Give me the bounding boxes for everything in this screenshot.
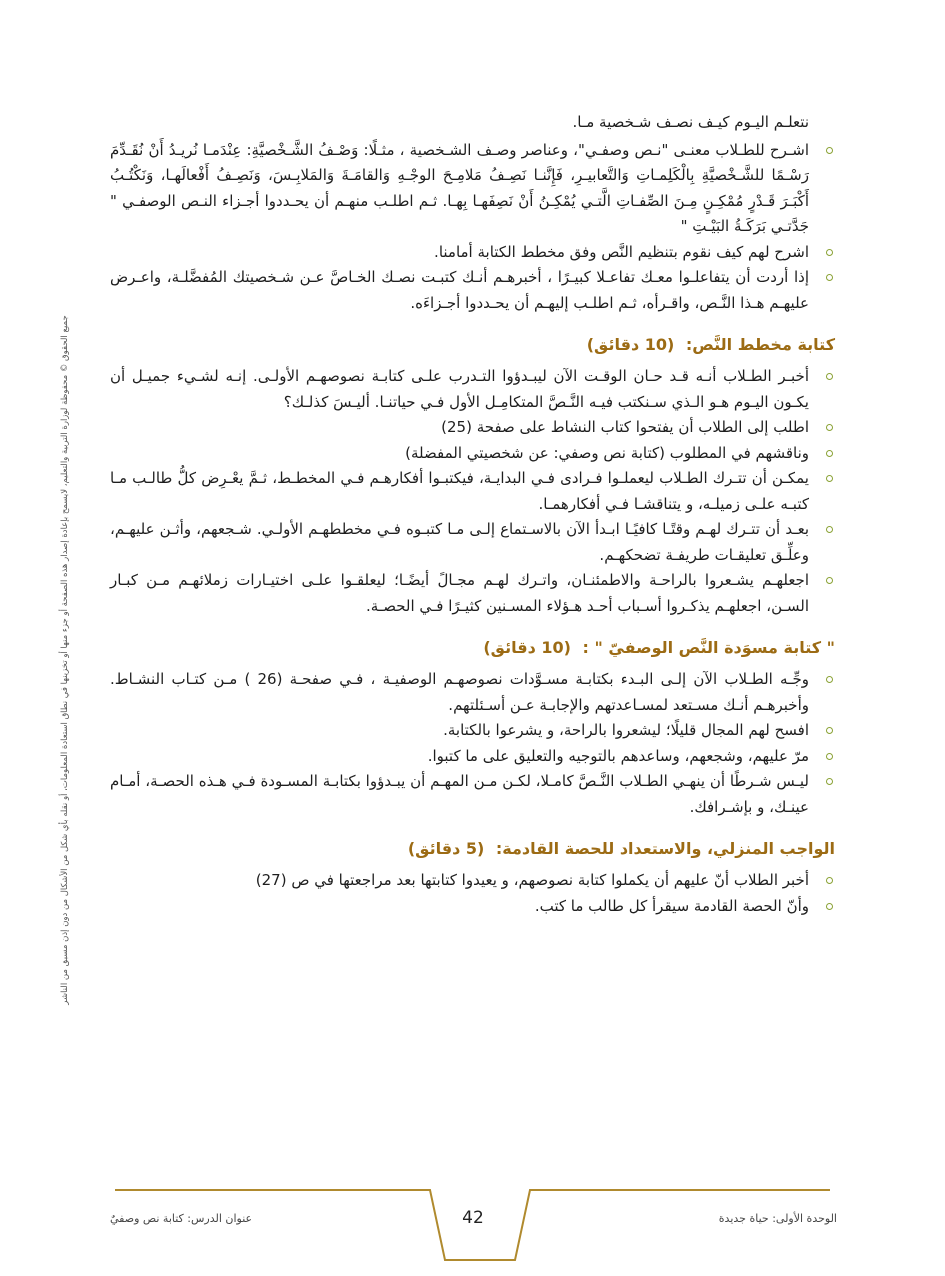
list-item: بعـد أن تتـرك لهـم وقتًـا كافيًـا ابـدأ الآن بالاسـتماع إلـى مـا كتبـوه فـي مخططهـم الأولـي. شـجعهم، وأثـن عليهـم، وعلِّـق تعليقـات طريفـة تضحكهـم. — [110, 517, 835, 568]
bullet-circle-icon — [826, 753, 833, 760]
list-item: وأنّ الحصة القادمة سيقرأ كل طالب ما كتب. — [110, 894, 835, 920]
section2-list — [110, 364, 835, 619]
section1-list — [110, 138, 835, 317]
list-item: أخبـر الطـلاب أنـه قـد حـان الوقـت الآن ليبـدؤوا التـدرب علـى كتابـة نصوصهـم الأولـى. إنـه لشـيء جميـل أن يكـون اليـوم هـو الـذي سـنكتب فيـه النَّـصَّ المتكامِـل الأول فـي حياتنـا. أليـسَ كذلـك؟ — [110, 364, 835, 415]
section-heading-homework — [110, 836, 835, 862]
list-item: أخبر الطلاب أنّ عليهم أن يكملوا كتابة نصوصهم، و يعيدوا كتابتها بعد مراجعتها في ص (27) — [110, 868, 835, 894]
list-item: اطلب إلى الطلاب أن يفتحوا كتاب النشاط على صفحة (25) — [110, 415, 835, 441]
lesson-content — [110, 110, 835, 919]
bullet-circle-icon — [826, 274, 833, 281]
bullet-circle-icon — [826, 676, 833, 683]
list-item: اشـرح للطـلاب معنـى "نـص وصفـي"، وعناصر وصـف الشـخصية ، مثـلًا: وَصْـفُ الشَّـخْصيَّةِ: عِنْدَمـا نُريـدُ أَنْ نُقَـدِّمَ رَسْـمًا للشَّـخْصيَّةِ بِالْكَلِمـاتِ وَالتَّعابيـرِ، فَإِنَّنـا نَصِـفُ مَلامِـحَ الوجْـهِ وَالقامَـةَ وَالمَلابِـسَ، وَنَصِـفُ أَفْعالَهـا، وَنَكْتُـبُ أَكْبَـرَ قَـدْرٍ مُمْكِـنٍ مِـنَ الصِّفـاتِ الَّتـي يُمْكِـنُ أَنْ نَصِفَهـا بِهـا. ثـم اطلـب منهـم أن يحـددوا أجـزاء النـص الوصفـي " جَدَّتـي بَرَكَـةُ البَيْـتِ " — [110, 138, 835, 240]
footer-lesson: عنوان الدرس: كتابة نص وصفيٌ — [110, 1212, 253, 1225]
list-item: وناقشهم في المطلوب (كتابة نص وصفي: عن شخصيتي المفضلة) — [110, 441, 835, 467]
section-duration: (10 دقائق) — [483, 638, 571, 657]
section4-list — [110, 868, 835, 919]
bullet-circle-icon — [826, 373, 833, 380]
bullet-circle-icon — [826, 249, 833, 256]
section3-list — [110, 667, 835, 820]
bullet-circle-icon — [826, 475, 833, 482]
copyright-side-note — [58, 300, 72, 1020]
list-item: افسح لهم المجال قليلًا؛ ليشعروا بالراحة، و يشرعوا بالكتابة. — [110, 718, 835, 744]
section-title: " كتابة مسوَدة النَّص الوصفيّ " : — [582, 638, 835, 657]
page-number: 42 — [462, 1208, 484, 1228]
bullet-circle-icon — [826, 450, 833, 457]
list-item: مرّ عليهم، وشجعهم، وساعدهم بالتوجيه والتعليق على ما كتبوا. — [110, 744, 835, 770]
bullet-circle-icon — [826, 903, 833, 910]
section-heading-outline — [110, 332, 835, 358]
bullet-circle-icon — [826, 877, 833, 884]
page-footer — [0, 1180, 945, 1276]
footer-unit: الوحدة الأولى: حياة جديدة — [718, 1212, 837, 1225]
bullet-circle-icon — [826, 424, 833, 431]
intro-line: نتعلـم اليـوم كيـف نصـف شـخصية مـا. — [572, 113, 809, 131]
list-item: ليـس شـرطًا أن ينهـي الطـلاب النَّـصَّ كامـلا، لكـن مـن المهـم أن يبـدؤوا بكتابـة المسـودة فـي هـذه الحصـة، أمـام عينـك، و بإشـرافك. — [110, 769, 835, 820]
bullet-circle-icon — [826, 526, 833, 533]
copyright-text: جميع الحقوق © محفوظة لوزارة التربية والتعليم، لايسمح بإعادة إصدار هذه الصفحة أو جزء منها أو تخزينها في نطاق استعادة المعلومات، أو نقله بأي شكل من الأشكال من دون إذن مسبق من الناشر — [60, 315, 70, 1005]
section-heading-draft — [110, 635, 835, 661]
list-item: يمكـن أن تتـرك الطـلاب ليعملـوا فـرادى فـي البدايـة، فيكتبـوا أفكارهـم فـي المخطـط، ثـمَّ يعْـرِض كلُّ طالـب مـا كتبـه علـى زميلـه، و يتناقشـا فـي أفكارهمـا. — [110, 466, 835, 517]
section-duration: (5 دقائق) — [407, 839, 485, 858]
list-item: وجِّـه الطـلاب الآن إلـى البـدء بكتابـة مسـوَّدات نصوصهـم الوصفيـة ، فـي صفحـة (26 ) مـن كتـاب النشـاط. وأخبرهـم أنـك مسـتعد لمسـاعدتهم والإجابـة عـن أسـئلتهم. — [110, 667, 835, 718]
bullet-circle-icon — [826, 778, 833, 785]
section-duration: (10 دقائق) — [586, 335, 675, 354]
footer-frame — [0, 1180, 945, 1276]
bullet-circle-icon — [826, 727, 833, 734]
list-item: اشرح لهم كيف نقوم بتنظيم النَّص وفق مخطط الكتابة أمامنا. — [110, 240, 835, 266]
section-title: كتابة مخطط النَّص: — [685, 335, 835, 354]
bullet-circle-icon — [826, 577, 833, 584]
list-item: اجعلهـم يشـعروا بالراحـة والاطمئنـان، واتـرك لهـم مجـالً أيضًـا؛ ليعلقـوا علـى اختيـارات زملائهـم مـن كبـار السـن، اجعلهـم يذكـروا أسـباب أحـد هـؤلاء المسـنين كثيـرًا فـي الحصـة. — [110, 568, 835, 619]
bullet-circle-icon — [826, 147, 833, 154]
section-title: الواجب المنزلي، والاستعداد للحصة القادمة: — [495, 839, 835, 858]
list-item: إذا أردت أن يتفاعلـوا معـك تفاعـلا كبيـرًا ، أخبرهـم أنـك كتبـت نصـك الخـاصَّ عـن شـخصيتك المُفضَّلـة، واعـرض عليهـم هـذا النَّـص، واقـرأه، ثـم اطلـب إليهـم أن يحـددوا أجـزاءَه. — [110, 265, 835, 316]
